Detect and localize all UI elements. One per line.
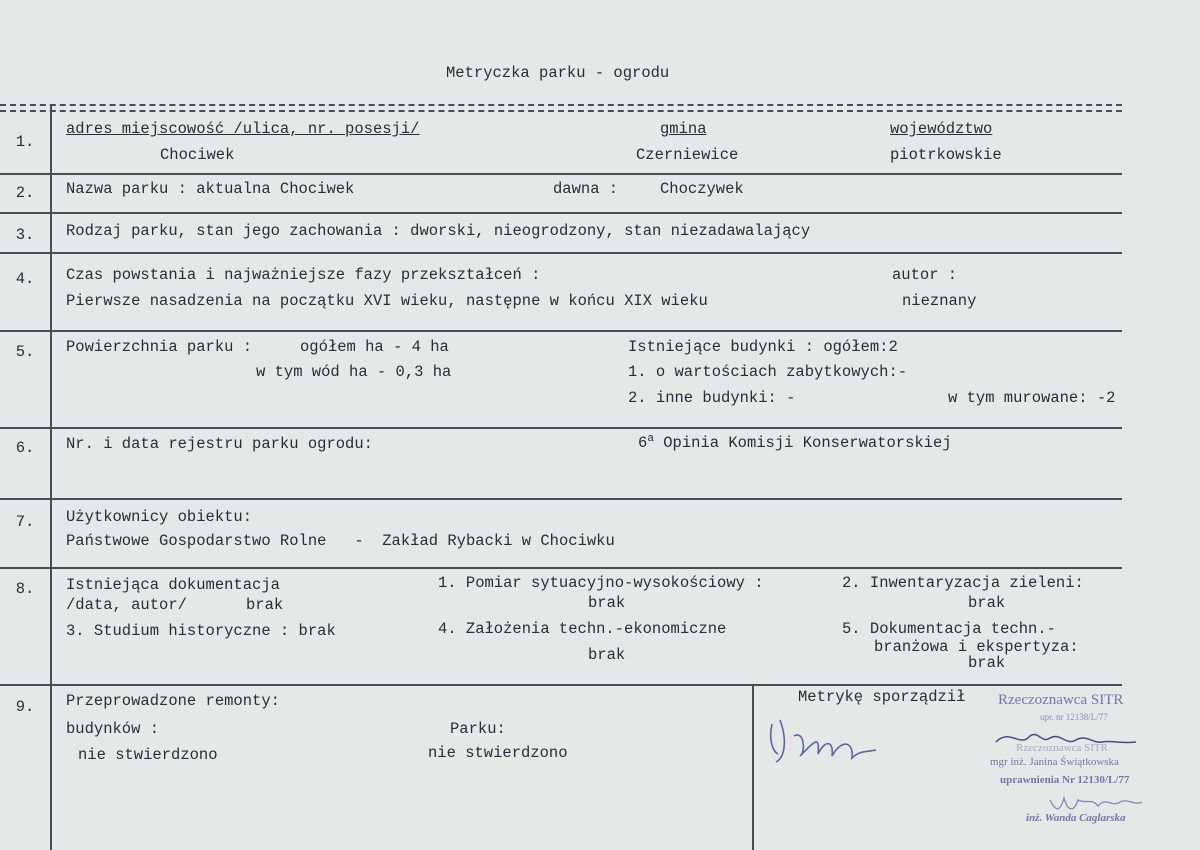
opinion-text: Opinia Komisji Konserwatorskiej (663, 434, 952, 453)
prepared-by-label: Metrykę sporządził (798, 688, 966, 706)
area-water: w tym wód ha - 0,3 ha (256, 363, 452, 381)
row-number: 8. (15, 580, 35, 598)
area-label: Powierzchnia parku : (66, 338, 253, 356)
opinion-label (638, 433, 952, 452)
stamp-license-small: upr. nr 12138/L/77 (1040, 712, 1108, 722)
former-name-value: Choczywek (660, 180, 744, 198)
gmina-value: Czerniewice (636, 146, 739, 164)
author-label: autor : (892, 266, 958, 284)
address-label: adres miejscowość /ulica, nr. posesji/ (66, 120, 420, 138)
register-label: Nr. i data rejestru parku ogrodu: (66, 435, 373, 453)
signature-column-rule (752, 684, 754, 850)
row-rule (0, 567, 1122, 569)
stamp-license: uprawnienia Nr 12130/L/77 (1000, 774, 1130, 786)
row-number: 5. (15, 343, 35, 361)
author-value: nieznany (902, 292, 977, 310)
former-name-label: dawna : (553, 180, 619, 198)
technical-docs-label: 5. Dokumentacja techn.- (842, 620, 1056, 638)
stamp-name: mgr inż. Janina Świątkowska (990, 756, 1119, 768)
area-total: ogółem ha - 4 ha (300, 338, 449, 356)
park-type-text: Rodzaj parku, stan jego zachowania : dworski, nieogrodzony, stan niezadawalający (66, 222, 811, 240)
opinion-number: 6 (638, 434, 648, 453)
documentation-sublabel: /data, autor/ (66, 596, 187, 614)
creation-value: Pierwsze nasadzenia na początku XVI wieku, następne w końcu XIX wieku (66, 292, 708, 310)
number-column-rule (50, 104, 52, 850)
stamp-title: Rzeczoznawca SITR (998, 692, 1124, 708)
historical-study: 3. Studium historyczne : brak (66, 622, 336, 640)
users-value: Państwowe Gospodarstwo Rolne - Zakład Rybacki w Chociwku (66, 532, 615, 550)
row-number: 7. (15, 513, 35, 531)
park-renov-value: nie stwierdzono (428, 744, 568, 762)
row-rule (0, 212, 1122, 214)
survey-label: 1. Pomiar sytuacyjno-wysokościowy : (438, 574, 764, 592)
row-rule (0, 173, 1122, 175)
stamp-engineer: inż. Wanda Caglarska (1026, 812, 1126, 824)
gmina-label: gmina (660, 120, 707, 138)
row-rule (0, 427, 1122, 429)
buildings-other: 2. inne budynki: - (628, 389, 796, 407)
stamp-overlay-text: Rzeczoznawca SITR (1016, 742, 1108, 754)
row-number: 4. (15, 270, 35, 288)
row-rule (0, 498, 1122, 500)
assumptions-label: 4. Założenia techn.-ekonomiczne (438, 620, 727, 638)
row-number: 6. (15, 439, 35, 457)
creation-label: Czas powstania i najważniejsze fazy przekształceń : (66, 266, 541, 284)
buildings-label: Istniejące budynki : ogółem:2 (628, 338, 898, 356)
row-number: 1. (15, 133, 35, 151)
greenery-inventory-value: brak (968, 594, 1006, 612)
header-double-rule (0, 104, 1122, 112)
technical-docs-label-cont: branżowa i ekspertyza: (874, 638, 1079, 656)
park-name-label: Nazwa parku : aktualna Chociwek (66, 180, 355, 198)
row-rule (0, 684, 1122, 686)
greenery-inventory-label: 2. Inwentaryzacja zieleni: (842, 574, 1084, 592)
row-number: 9. (15, 698, 35, 716)
buildings-masonry: w tym murowane: -2 (948, 389, 1116, 407)
address-value: Chociwek (160, 146, 235, 164)
wojewodztwo-value: piotrkowskie (890, 146, 1002, 164)
documentation-label: Istniejąca dokumentacja (66, 576, 280, 594)
documentation-value: brak (246, 596, 284, 614)
users-label: Użytkownicy obiektu: (66, 508, 253, 526)
survey-value: brak (588, 594, 626, 612)
buildings-renov-label: budynków : (66, 720, 160, 738)
row-rule (0, 252, 1122, 254)
opinion-superscript: a (647, 433, 654, 445)
technical-docs-value: brak (968, 654, 1006, 672)
assumptions-value: brak (588, 646, 626, 664)
handwritten-signature (764, 712, 884, 772)
park-renov-label: Parku: (450, 720, 506, 738)
row-rule (0, 330, 1122, 332)
row-number: 2. (15, 184, 35, 202)
renovations-label: Przeprowadzone remonty: (66, 692, 280, 710)
buildings-historic: 1. o wartościach zabytkowych:- (628, 363, 908, 381)
wojewodztwo-label: województwo (890, 120, 993, 138)
document-title: Metryczka parku - ogrodu (446, 64, 670, 82)
buildings-renov-value: nie stwierdzono (78, 746, 218, 764)
row-number: 3. (15, 226, 35, 244)
